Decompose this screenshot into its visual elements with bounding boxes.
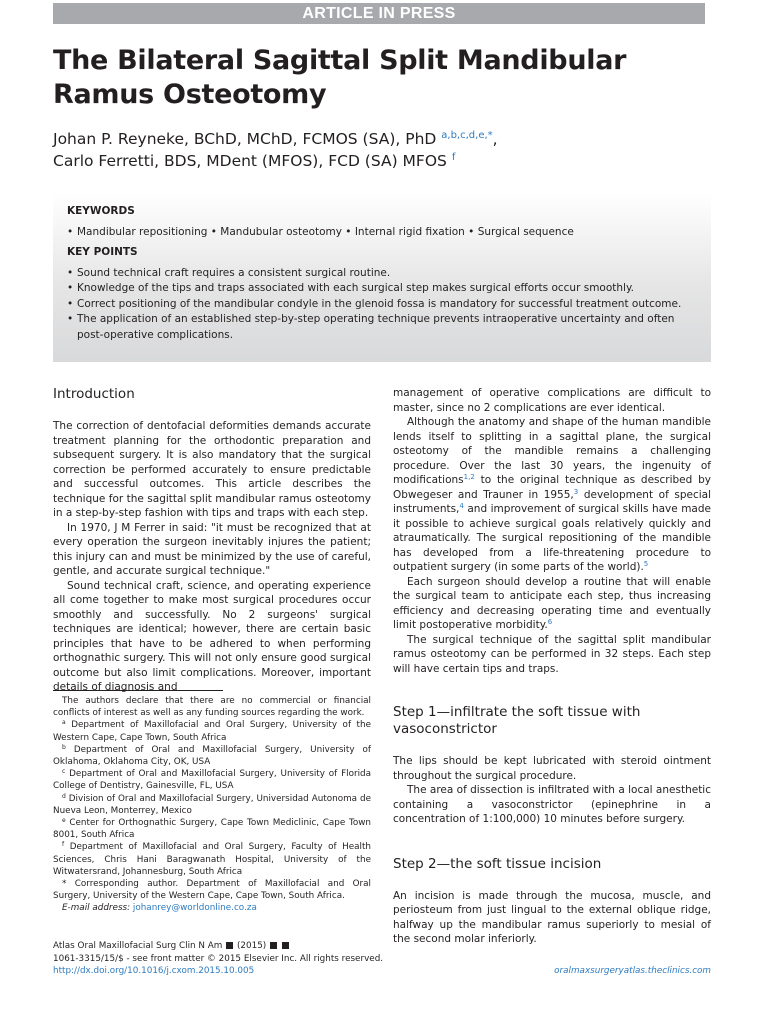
affiliation-note: $^a$ Department of Maxillofacial and Oral Surgery, University of the Western Cape, Cape Town, South Africa	[53, 719, 371, 743]
introduction-heading: Introduction	[53, 386, 135, 402]
right-column	[393, 386, 711, 947]
key-point: • Knowledge of the tips and traps associated with each surgical step makes surgical efforts occur smoothly.	[67, 281, 697, 297]
step-2-paragraph: An incision is made through the mucosa, muscle, and periosteum from just lingual to the external oblique ridge, halfway up the mandibular ramus superiorly to mesial of the second molar inferiorly.	[393, 889, 711, 945]
author-affiliation-marks[interactable]: f	[451, 151, 456, 163]
journal-citation: Atlas Oral Maxillofacial Surg Clin N Am (2015)	[53, 940, 711, 953]
reference-link[interactable]: 5	[643, 560, 649, 568]
page-footer	[53, 940, 711, 978]
author-line-2	[53, 151, 713, 173]
footnote-rule	[53, 690, 223, 691]
email-note: E-mail address: johanrey@worldonline.co.za	[62, 903, 257, 914]
keywords-list: • Mandibular repositioning • Mandubular osteotomy • Internal rigid fixation • Surgical sequence	[67, 225, 697, 241]
disclosure-note: The authors declare that there are no commercial or financial conflicts of interest as well as any funding sources regarding the work.	[53, 696, 371, 719]
body-paragraph: The surgical technique of the sagittal split mandibular ramus osteotomy can be performed in 32 steps. Each step will have certain tips and traps.	[393, 633, 711, 675]
article-title: The Bilateral Sagittal Split Mandibular Ramus Osteotomy	[53, 45, 627, 110]
journal-site-link[interactable]: oralmaxsurgeryatlas.theclinics.com	[554, 966, 711, 976]
reference-link[interactable]: 1,2	[463, 473, 475, 481]
step-2-heading: Step 2—the soft tissue incision	[393, 855, 602, 872]
reference-link[interactable]: 3	[573, 487, 579, 496]
reference-link[interactable]: 4	[459, 502, 464, 510]
author-list	[53, 129, 713, 172]
footnotes	[53, 695, 371, 915]
affiliation-note: $^c$ Department of Oral and Maxillofacial Surgery, University of Florida College of Dentistry, Gainesville, FL, USA	[53, 768, 371, 792]
email-link[interactable]: johanrey@worldonline.co.za	[132, 903, 257, 914]
affiliation-note: $^e$ Center for Orthognathic Surgery, Cape Town Mediclinic, Cape Town 8001, South Africa	[53, 817, 371, 841]
placeholder-square-icon	[282, 942, 289, 949]
doi-link[interactable]: http://dx.doi.org/10.1016/j.cxom.2015.10.005	[53, 966, 255, 976]
keywords-keypoints-box	[53, 193, 711, 362]
key-point: • The application of an established step-by-step operating technique prevents intraoperative uncertainty and often post-operative complications.	[67, 312, 697, 343]
key-points-heading: KEY POINTS	[67, 246, 138, 258]
placeholder-square-icon	[270, 942, 277, 949]
key-points-list	[67, 266, 697, 344]
step-1-paragraph: The lips should be kept lubricated with steroid ointment throughout the surgical procedure.	[393, 755, 711, 782]
intro-paragraph: Sound technical craft, science, and operating experience all come together to make most surgical procedures occur smoothly and successfully. No 2 surgeons' surgical techniques are identical; however, there are certain basic principles that have to be adhered to when performing orthognathic surgery. This will not only ensure good surgical outcome but also limit complications. Moreover, important details of diagnosis and	[53, 579, 371, 693]
body-paragraph: Although the anatomy and shape of the human mandible lends itself to splitting in a sagittal plane, the surgical osteotomy of the mandible remains a challenging procedure. Over the last 30 years, the ingenuity of modifications$^{1,2}$ to the original technique as described by Obwegeser and Trauner in 1955,$^3$ development of special instruments,$^4$ and improvement of surgical skills have made it possible to achieve surgical goals relatively quickly and atraumatically. The surgical repositioning of the mandible has developed from a life-threatening procedure to outpatient surgery (in some parts of the world).$^5$	[393, 416, 711, 573]
corresponding-author-note: * Corresponding author. Department of Maxillofacial and Oral Surgery, University of the Western Cape, Cape Town, South Africa.	[53, 879, 371, 902]
article-in-press-banner: ARTICLE IN PRESS	[53, 3, 705, 24]
author-reyneke: Johan P. Reyneke, BChD, MChD, FCMOS (SA), PhD	[53, 130, 437, 148]
affiliation-note: $^f$ Department of Maxillofacial and Oral Surgery, Faculty of Health Sciences, Chris Hani Baragwanath Hospital, University of the Witwatersrand, Johannesburg, South Africa	[53, 841, 371, 877]
key-point: • Correct positioning of the mandibular condyle in the glenoid fossa is mandatory for successful treatment outcome.	[67, 297, 697, 313]
author-ferretti: Carlo Ferretti, BDS, MDent (MFOS), FCD (SA) MFOS	[53, 151, 447, 170]
left-column	[53, 386, 371, 695]
key-point: • Sound technical craft requires a consistent surgical routine.	[67, 266, 697, 282]
body-paragraph: Each surgeon should develop a routine that will enable the surgical team to anticipate each step, thus increasing efficiency and decreasing operating time and eventually limit postoperative morbidity.$^6$	[393, 575, 711, 631]
author-affiliation-marks[interactable]: a,b,c,d,e,*	[441, 130, 493, 141]
affiliation-note: $^b$ Department of Oral and Maxillofacial Surgery, University of Oklahoma, Oklahoma City, OK, USA	[53, 743, 371, 768]
author-line-1: Johan P. Reyneke, BChD, MChD, FCMOS (SA), PhD $^{a,b,c,d,e,*}$,	[53, 130, 498, 148]
placeholder-square-icon	[226, 942, 233, 949]
keywords-heading: KEYWORDS	[67, 205, 135, 217]
body-paragraph: management of operative complications are difficult to master, since no 2 complications are ever identical.	[393, 387, 711, 414]
issn-copyright: 1061-3315/15/$ - see front matter © 2015 Elsevier Inc. All rights reserved.	[53, 953, 384, 964]
step-1-paragraph: The area of dissection is infiltrated with a local anesthetic containing a vasoconstrictor (epinephrine in a concentration of 1:100,000) 10 minutes before surgery.	[393, 784, 711, 825]
step-1-heading: Step 1—infiltrate the soft tissue with vasoconstrictor	[393, 704, 641, 737]
reference-link[interactable]: 6	[547, 618, 553, 626]
affiliation-note: $^d$ Division of Oral and Maxillofacial Surgery, Universidad Autonoma de Nueva Leon, Monterrey, Mexico	[53, 792, 371, 816]
intro-paragraph: The correction of dentofacial deformities demands accurate treatment planning for the orthodontic preparation and subsequent surgery. It is also mandatory that the surgical correction be performed accurately to ensure predictable and successful outcomes. This article describes the technique for the sagittal split mandibular ramus osteotomy in a step-by-step fashion with tips and traps with each step.	[53, 420, 371, 519]
intro-paragraph: In 1970, J M Ferrer in said: "it must be recognized that at every operation the surgeon inevitably injures the patient; this injury can and must be minimized by the use of careful, gentle, and accurate surgical technique."	[53, 521, 371, 577]
